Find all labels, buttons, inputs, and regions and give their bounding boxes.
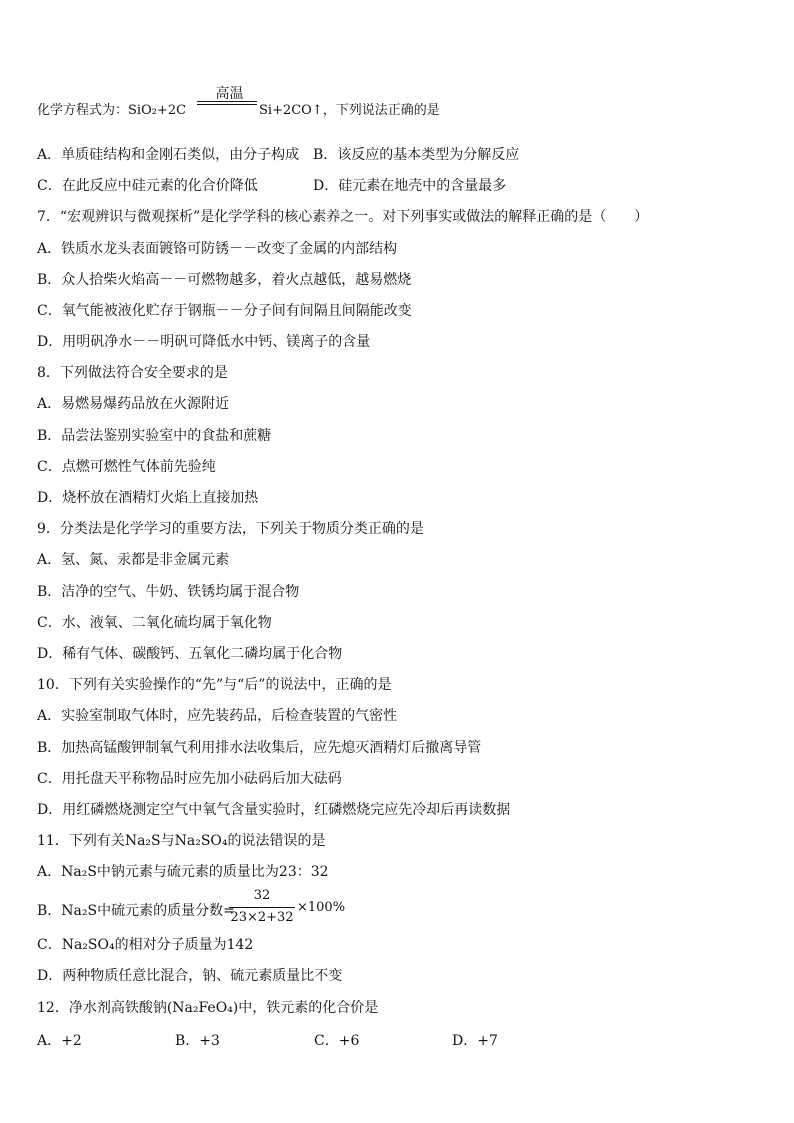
q12-options — [37, 1030, 737, 1048]
q10-option-d: D．用红磷燃烧测定空气中氧气含量实验时，红磷燃烧完应先冷却后再读数据 — [37, 802, 511, 818]
q8-option-a: A．易燃易爆药品放在火源附近 — [37, 396, 230, 412]
q8-option-b: B．品尝法鉴别实验室中的食盐和蔗糖 — [37, 428, 272, 444]
q9-option-d: D．稀有气体、碳酸钙、五氧化二磷均属于化合物 — [37, 646, 343, 662]
q6-option-b: B．该反应的基本类型为分解反应 — [313, 147, 520, 163]
q11-option-a: A．Na₂S中钠元素与硫元素的质量比为23：32 — [37, 864, 329, 880]
q11-option-b — [37, 888, 437, 928]
q7-option-a: A．铁质水龙头表面镀铬可防锈－－改变了金属的内部结构 — [37, 241, 398, 257]
chemical-equation — [37, 83, 794, 119]
equation-double-line-bottom — [197, 104, 257, 105]
q8-option-d: D．烧杯放在酒精灯火焰上直接加热 — [37, 490, 259, 506]
q11-option-c: C．Na₂SO₄的相对分子质量为142 — [37, 937, 254, 953]
fraction-denominator: 23×2+32 — [230, 910, 294, 925]
q9-option-a: A．氢、氮、汞都是非金属元素 — [37, 552, 230, 568]
q12-stem: 12．净水剂高铁酸钠(Na₂FeO₄)中，铁元素的化合价是 — [37, 1000, 379, 1016]
q11-option-b-text: B．Na₂S中硫元素的质量分数= — [37, 903, 235, 919]
q10-option-a: A．实验室制取气体时，应先装药品，后检查装置的气密性 — [37, 708, 398, 724]
q12-option-c: C．+6 — [314, 1033, 360, 1049]
q9-stem: 9．分类法是化学学习的重要方法，下列关于物质分类正确的是 — [37, 521, 424, 537]
q10-option-c: C．用托盘天平称物品时应先加小砝码后加大砝码 — [37, 771, 342, 787]
q7-option-d: D．用明矾净水－－明矾可降低水中钙、镁离子的含量 — [37, 334, 371, 350]
q7-stem: 7．“宏观辨识与微观探析”是化学学科的核心素养之一。对下列事实或做法的解释正确的是（ ） — [37, 209, 649, 225]
fraction-numerator: 32 — [253, 888, 271, 903]
q9-option-c: C．水、液氧、二氧化硫均属于氧化物 — [37, 615, 272, 631]
q11-option-d: D．两种物质任意比混合，钠、硫元素质量比不变 — [37, 968, 343, 984]
q10-option-b: B．加热高锰酸钾制氧气利用排水法收集后，应先熄灭酒精灯后撤离导管 — [37, 740, 482, 756]
q6-option-a: A．单质硅结构和金刚石类似，由分子构成 — [37, 147, 300, 163]
equation-reactants: 化学方程式为：SiO₂+2C — [37, 103, 187, 118]
q10-stem: 10．下列有关实验操作的“先”与“后”的说法中，正确的是 — [37, 677, 392, 693]
q9-option-b: B．洁净的空气、牛奶、铁锈均属于混合物 — [37, 584, 300, 600]
q7-option-b: B．众人拾柴火焰高－－可燃物越多，着火点越低，越易燃烧 — [37, 272, 412, 288]
q6-option-c: C．在此反应中硅元素的化合价降低 — [37, 178, 258, 194]
q7-option-c: C．氧气能被液化贮存于钢瓶－－分子间有间隔且间隔能改变 — [37, 303, 412, 319]
q8-option-c: C．点燃可燃性气体前先验纯 — [37, 459, 216, 475]
percent-multiplier: ×100% — [297, 900, 346, 915]
equation-double-line-top — [197, 101, 257, 102]
q6-option-d: D．硅元素在地壳中的含量最多 — [313, 178, 507, 194]
q12-option-a: A．+2 — [37, 1033, 82, 1049]
equation-products: Si+2CO↑，下列说法正确的是 — [259, 103, 440, 118]
fraction-bar — [229, 907, 295, 908]
q12-option-b: B．+3 — [175, 1033, 220, 1049]
q12-option-d: D．+7 — [452, 1033, 498, 1049]
q11-stem: 11．下列有关Na₂S与Na₂SO₄的说法错误的是 — [37, 833, 326, 849]
reaction-condition: 高温 — [215, 86, 244, 102]
q8-stem: 8．下列做法符合安全要求的是 — [37, 365, 228, 381]
